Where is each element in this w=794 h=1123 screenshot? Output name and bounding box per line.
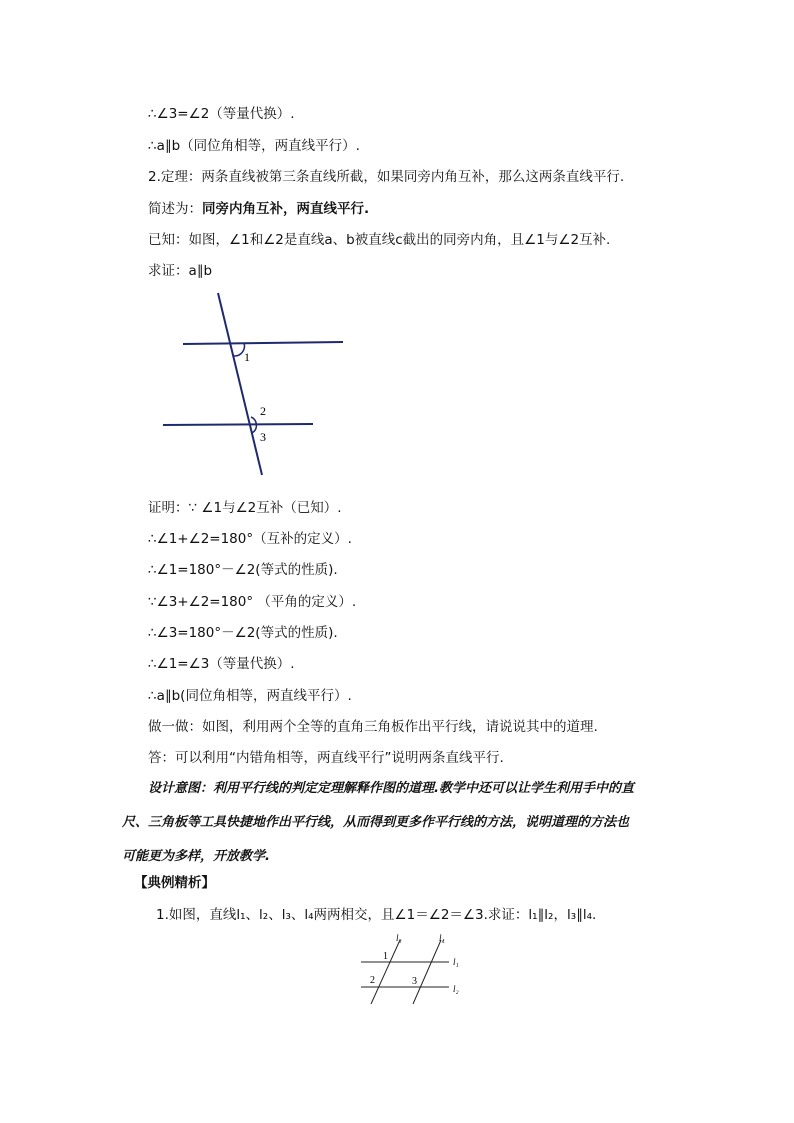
angle-label-1: 1 xyxy=(244,350,250,364)
design-line-2: 尺、三角板等工具快捷地作出平行线，从而得到更多作平行线的方法，说明道理的方法也 xyxy=(122,815,630,830)
label-l4: l₄ xyxy=(439,933,445,943)
figure-parallel-lines xyxy=(150,285,360,485)
angle-3-label: 3 xyxy=(412,976,417,987)
line-11: ∴∠3=180°－∠2(等式的性质). xyxy=(148,625,338,641)
line-12: ∴∠1=∠3（等量代换）. xyxy=(148,656,295,672)
summary-text: 同旁内角互补，两直线平行. xyxy=(202,201,370,217)
design-line-3: 可能更为多样，开放教学. xyxy=(122,849,270,864)
line-10: ∵∠3+∠2=180° （平角的定义）. xyxy=(148,594,357,610)
line-3: 2.定理：两条直线被第三条直线所截，如果同旁内角互补，那么这两条直线平行. xyxy=(148,169,625,185)
line-4 xyxy=(148,199,369,219)
line-14: 做一做：如图，利用两个全等的直角三角板作出平行线，请说说其中的道理. xyxy=(148,719,598,735)
line-15: 答：可以利用“内错角相等，两直线平行”说明两条直线平行. xyxy=(148,750,504,766)
section-title: 【典例精析】 xyxy=(134,875,215,891)
figure-four-lines xyxy=(355,928,475,1008)
line-a xyxy=(183,342,343,344)
label-l2: l₂ xyxy=(453,984,459,994)
design-line-1: 设计意图：利用平行线的判定定理解释作图的道理.教学中还可以让学生利用手中的直 xyxy=(148,781,634,796)
angle-arc-1 xyxy=(234,343,244,356)
summary-label: 简述为： xyxy=(148,201,202,217)
line-5: 已知：如图，∠1和∠2是直线a、b被直线c截出的同旁内角，且∠1与∠2互补. xyxy=(148,232,611,248)
line-9: ∴∠1=180°－∠2(等式的性质). xyxy=(148,562,338,578)
line-6: 求证：a∥b xyxy=(148,263,213,279)
line-c xyxy=(218,293,262,475)
line-7: 证明：∵ ∠1与∠2互补（已知）. xyxy=(148,500,342,516)
line-l3 xyxy=(371,940,400,1004)
design-intent xyxy=(122,772,668,874)
angle-2-label: 2 xyxy=(370,975,375,986)
angle-label-3: 3 xyxy=(260,430,266,444)
line-13: ∴a∥b(同位角相等，两直线平行）. xyxy=(148,688,352,704)
label-l3: l₃ xyxy=(396,933,402,943)
line-2: ∴a∥b（同位角相等，两直线平行）. xyxy=(148,138,360,154)
line-l4 xyxy=(413,940,441,1004)
line-1: ∴∠3=∠2（等量代换）. xyxy=(148,106,295,122)
line-b xyxy=(163,424,313,425)
angle-1-label: 1 xyxy=(383,951,388,962)
line-8: ∴∠1+∠2=180°（互补的定义）. xyxy=(148,531,352,547)
angle-label-2: 2 xyxy=(260,404,266,418)
label-l1: l₁ xyxy=(453,957,459,967)
example-1: 1.如图，直线l₁、l₂、l₃、l₄两两相交，且∠1＝∠2＝∠3.求证：l₁∥l₂，l₃∥l₄. xyxy=(156,907,597,923)
